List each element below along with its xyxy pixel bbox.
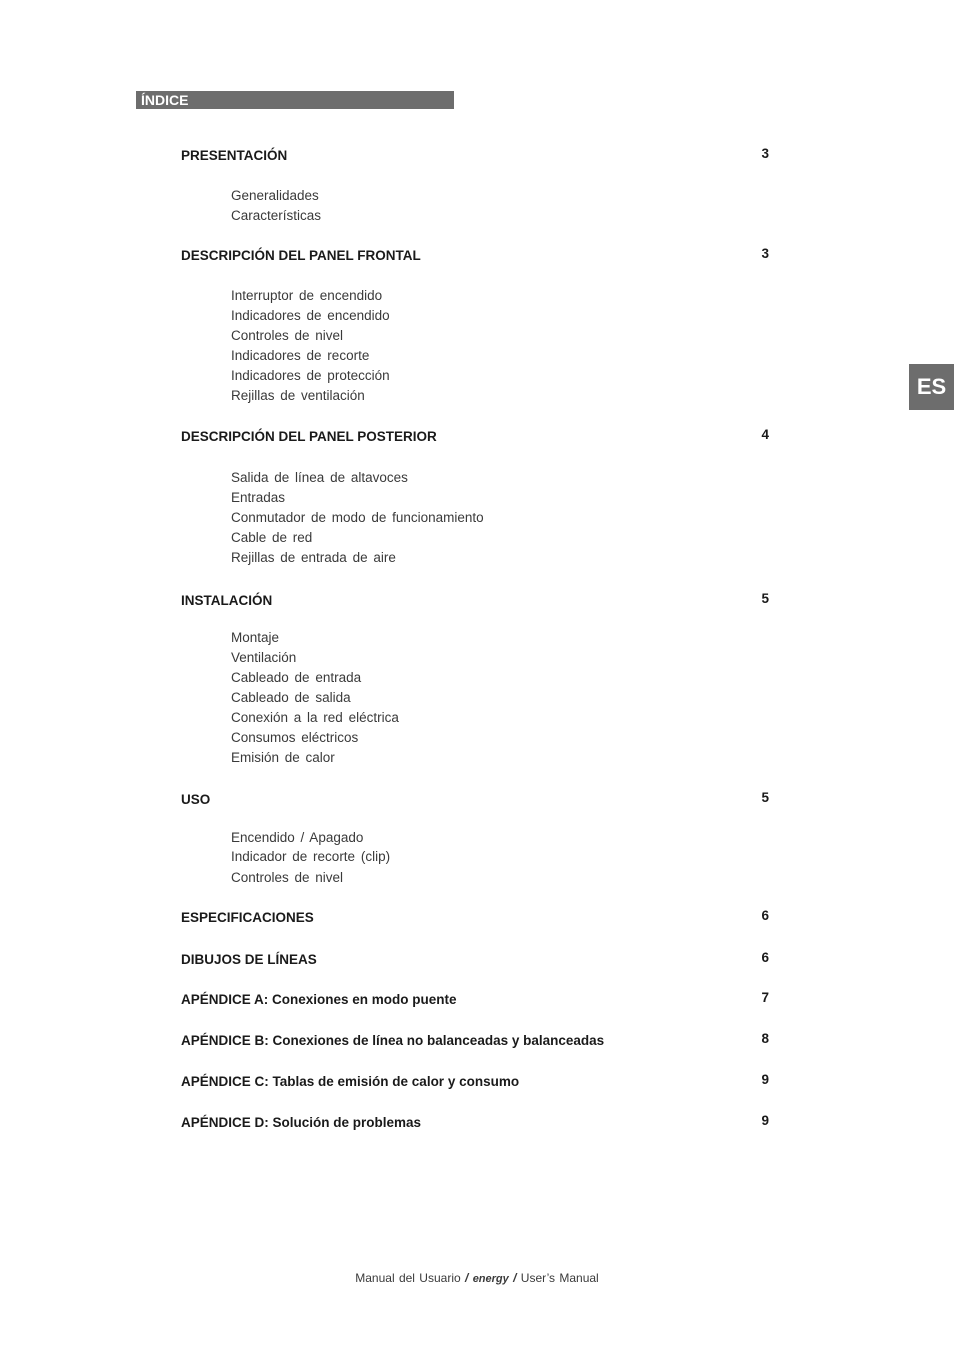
toc-entry-title: DIBUJOS DE LÍNEAS — [181, 952, 317, 967]
toc-subitem: Cableado de salida — [231, 690, 351, 705]
toc-subitem: Controles de nivel — [231, 870, 344, 885]
language-tab: ES — [909, 364, 954, 410]
toc-subitem: Consumos eléctricos — [231, 730, 359, 745]
toc-subitem: Conmutador de modo de funcionamiento — [231, 510, 484, 525]
toc-entry-page: 5 — [761, 591, 769, 606]
footer-brand: energy — [472, 1273, 509, 1285]
toc-subitem: Características — [231, 208, 322, 223]
toc-entry-apendice-d — [181, 1115, 771, 1133]
index-title: ÍNDICE — [141, 92, 189, 108]
footer-right-text: User’s Manual — [520, 1271, 599, 1285]
toc-entry-instalacion — [181, 593, 771, 611]
toc-entry-especificaciones — [181, 910, 771, 928]
toc-entry-page: 4 — [761, 427, 769, 442]
toc-subitem: Cable de red — [231, 530, 313, 545]
toc-entry-page: 6 — [761, 908, 769, 923]
toc-entry-presentacion — [181, 148, 771, 166]
toc-entry-title: INSTALACIÓN — [181, 593, 273, 608]
toc-subitem: Cableado de entrada — [231, 670, 362, 685]
toc-entry-title: USO — [181, 792, 211, 807]
footer-slash: / — [513, 1271, 517, 1285]
toc-subitem: Conexión a la red eléctrica — [231, 710, 399, 725]
toc-entry-page: 3 — [761, 246, 769, 261]
toc-subitem: Encendido / Apagado — [231, 830, 364, 845]
toc-subitem: Controles de nivel — [231, 328, 344, 343]
toc-entry-title: APÉNDICE B: Conexiones de línea no balanceadas y balanceadas — [181, 1033, 605, 1048]
toc-subitem: Indicador de recorte (clip) — [231, 849, 391, 864]
toc-subitem: Generalidades — [231, 188, 319, 203]
toc-subitem: Indicadores de encendido — [231, 308, 390, 323]
toc-subitem: Indicadores de recorte — [231, 348, 370, 363]
footer-left-text: Manual del Usuario — [355, 1271, 461, 1285]
toc-entry-page: 9 — [761, 1113, 769, 1128]
toc-subitem: Ventilación — [231, 650, 297, 665]
toc-entry-title: DESCRIPCIÓN DEL PANEL POSTERIOR — [181, 429, 437, 444]
toc-entry-page: 3 — [761, 146, 769, 161]
toc-entry-apendice-c — [181, 1074, 771, 1092]
toc-subitem: Indicadores de protección — [231, 368, 390, 383]
toc-entry-title: PRESENTACIÓN — [181, 148, 288, 163]
page-footer — [0, 1271, 954, 1285]
toc-entry-page: 9 — [761, 1072, 769, 1087]
toc-entry-page: 7 — [761, 990, 769, 1005]
toc-entry-apendice-b — [181, 1033, 771, 1051]
toc-subitem: Montaje — [231, 630, 280, 645]
toc-subitem: Rejillas de entrada de aire — [231, 550, 396, 565]
toc-entry-title: APÉNDICE A: Conexiones en modo puente — [181, 992, 457, 1007]
footer-slash: / — [465, 1271, 469, 1285]
toc-entry-page: 6 — [761, 950, 769, 965]
toc-entry-panel-posterior — [181, 429, 771, 447]
toc-subitem: Rejillas de ventilación — [231, 388, 365, 403]
toc-entry-panel-frontal — [181, 248, 771, 266]
toc-entry-title: DESCRIPCIÓN DEL PANEL FRONTAL — [181, 248, 421, 263]
toc-entry-page: 8 — [761, 1031, 769, 1046]
toc-entry-dibujos — [181, 952, 771, 970]
toc-subitem: Entradas — [231, 490, 286, 505]
toc-subitem: Interruptor de encendido — [231, 288, 383, 303]
toc-entry-title: APÉNDICE C: Tablas de emisión de calor y consumo — [181, 1074, 520, 1089]
toc-subitem: Emisión de calor — [231, 750, 335, 765]
index-header — [136, 91, 454, 109]
toc-entry-uso — [181, 792, 771, 810]
toc-entry-page: 5 — [761, 790, 769, 805]
toc-subitem: Salida de línea de altavoces — [231, 470, 408, 485]
toc-entry-apendice-a — [181, 992, 771, 1010]
toc-entry-title: APÉNDICE D: Solución de problemas — [181, 1115, 422, 1130]
toc-entry-title: ESPECIFICACIONES — [181, 910, 314, 925]
